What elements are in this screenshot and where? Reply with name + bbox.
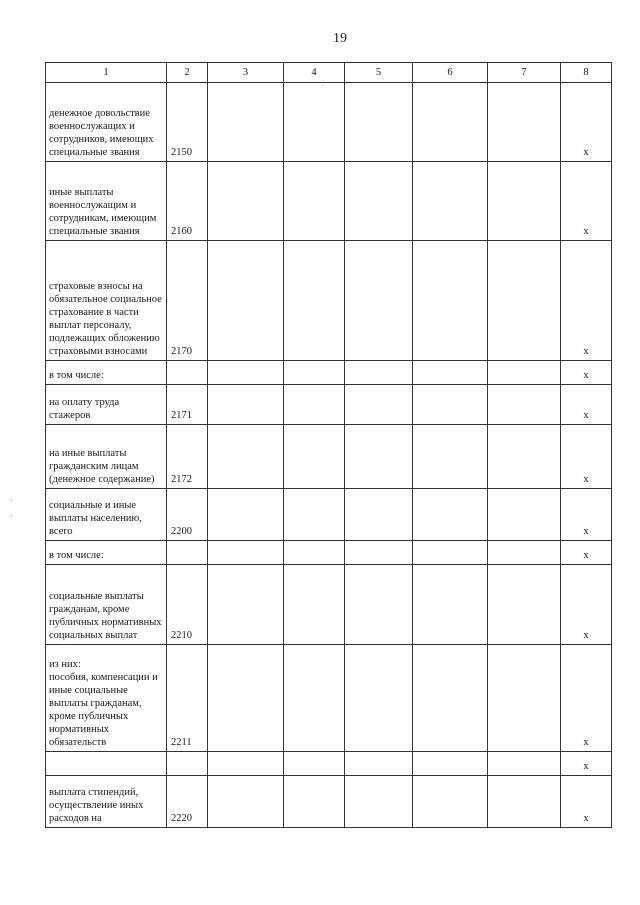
row-value-cell xyxy=(208,489,284,541)
row-code: 2220 xyxy=(167,776,208,828)
row-value-cell xyxy=(284,83,345,162)
page-number: 19 xyxy=(333,31,347,46)
row-value-cell xyxy=(208,541,284,565)
row-value-cell xyxy=(284,541,345,565)
row-value-cell xyxy=(345,385,413,425)
row-indicator-name: из них: пособия, компенсации и иные социальные выплаты гражданам, кроме публичных нормативных обязательств xyxy=(46,645,167,752)
row-mark: x xyxy=(561,162,612,241)
row-value-cell xyxy=(413,83,488,162)
row-value-cell xyxy=(488,385,561,425)
row-indicator-name: на иные выплаты гражданским лицам (денежное содержание) xyxy=(46,425,167,489)
row-indicator-name: денежное довольствие военнослужащих и сотрудников, имеющих специальные звания xyxy=(46,83,167,162)
row-value-cell xyxy=(284,241,345,361)
table-row xyxy=(46,425,612,489)
row-value-cell xyxy=(208,162,284,241)
row-value-cell xyxy=(284,162,345,241)
row-value-cell xyxy=(413,645,488,752)
row-mark: x xyxy=(561,752,612,776)
row-mark: x xyxy=(561,565,612,645)
table-row xyxy=(46,752,612,776)
row-code xyxy=(167,361,208,385)
row-value-cell xyxy=(208,645,284,752)
row-mark: x xyxy=(561,425,612,489)
row-code: 2200 xyxy=(167,489,208,541)
row-code: 2210 xyxy=(167,565,208,645)
table-row xyxy=(46,565,612,645)
row-value-cell xyxy=(413,752,488,776)
header-row xyxy=(46,63,612,83)
row-value-cell xyxy=(208,385,284,425)
table-row xyxy=(46,541,612,565)
row-value-cell xyxy=(284,645,345,752)
row-value-cell xyxy=(488,83,561,162)
row-value-cell xyxy=(413,541,488,565)
row-indicator-name: в том числе: xyxy=(46,361,167,385)
row-indicator-name: на оплату труда стажеров xyxy=(46,385,167,425)
row-code: 2160 xyxy=(167,162,208,241)
row-value-cell xyxy=(413,241,488,361)
row-mark: x xyxy=(561,83,612,162)
row-value-cell xyxy=(488,565,561,645)
row-value-cell xyxy=(345,776,413,828)
column-header-2: 2 xyxy=(167,63,208,83)
row-value-cell xyxy=(208,776,284,828)
row-value-cell xyxy=(488,752,561,776)
row-value-cell xyxy=(208,241,284,361)
column-header-1: 1 xyxy=(46,63,167,83)
row-code xyxy=(167,541,208,565)
row-mark: x xyxy=(561,541,612,565)
table-row xyxy=(46,361,612,385)
column-header-5: 5 xyxy=(345,63,413,83)
row-value-cell xyxy=(208,361,284,385)
row-indicator-name: выплата стипендий, осуществление иных расходов на xyxy=(46,776,167,828)
table-row xyxy=(46,162,612,241)
row-value-cell xyxy=(488,241,561,361)
row-indicator-name xyxy=(46,752,167,776)
row-indicator-name: страховые взносы на обязательное социальное страхование в части выплат персоналу, подлежащих обложению страховыми взносами xyxy=(46,241,167,361)
row-value-cell xyxy=(345,425,413,489)
scan-speck xyxy=(322,85,323,86)
row-code: 2171 xyxy=(167,385,208,425)
row-value-cell xyxy=(345,83,413,162)
table-row xyxy=(46,83,612,162)
table-row xyxy=(46,385,612,425)
table-body xyxy=(46,83,612,828)
row-value-cell xyxy=(413,565,488,645)
table-row xyxy=(46,241,612,361)
row-value-cell xyxy=(284,385,345,425)
row-mark: x xyxy=(561,489,612,541)
row-value-cell xyxy=(208,83,284,162)
row-code: 2150 xyxy=(167,83,208,162)
row-value-cell xyxy=(208,752,284,776)
row-value-cell xyxy=(488,162,561,241)
column-header-6: 6 xyxy=(413,63,488,83)
row-mark: x xyxy=(561,385,612,425)
row-value-cell xyxy=(284,565,345,645)
row-value-cell xyxy=(345,361,413,385)
row-indicator-name: иные выплаты военнослужащим и сотрудникам, имеющим специальные звания xyxy=(46,162,167,241)
row-mark: x xyxy=(561,241,612,361)
row-value-cell xyxy=(208,565,284,645)
row-indicator-name: социальные и иные выплаты населению, всего xyxy=(46,489,167,541)
row-value-cell xyxy=(345,541,413,565)
row-value-cell xyxy=(413,385,488,425)
row-value-cell xyxy=(345,489,413,541)
row-value-cell xyxy=(284,425,345,489)
row-value-cell xyxy=(345,565,413,645)
row-value-cell xyxy=(488,489,561,541)
row-value-cell xyxy=(413,776,488,828)
table-row xyxy=(46,645,612,752)
row-value-cell xyxy=(413,162,488,241)
row-value-cell xyxy=(208,425,284,489)
row-value-cell xyxy=(345,162,413,241)
row-value-cell xyxy=(284,752,345,776)
row-value-cell xyxy=(345,752,413,776)
row-mark: x xyxy=(561,776,612,828)
column-header-3: 3 xyxy=(208,63,284,83)
row-value-cell xyxy=(488,361,561,385)
row-mark: x xyxy=(561,361,612,385)
column-header-7: 7 xyxy=(488,63,561,83)
row-value-cell xyxy=(488,541,561,565)
report-table xyxy=(45,62,612,828)
row-value-cell xyxy=(488,645,561,752)
row-value-cell xyxy=(345,241,413,361)
row-value-cell xyxy=(284,776,345,828)
row-value-cell xyxy=(413,361,488,385)
row-indicator-name: социальные выплаты гражданам, кроме публичных нормативных социальных выплат xyxy=(46,565,167,645)
row-code: 2172 xyxy=(167,425,208,489)
table-row xyxy=(46,489,612,541)
table-row xyxy=(46,776,612,828)
column-header-4: 4 xyxy=(284,63,345,83)
scan-speck xyxy=(11,500,12,501)
row-value-cell xyxy=(284,489,345,541)
row-code: 2170 xyxy=(167,241,208,361)
row-value-cell xyxy=(413,489,488,541)
row-value-cell xyxy=(345,645,413,752)
row-value-cell xyxy=(488,425,561,489)
row-code xyxy=(167,752,208,776)
scan-speck xyxy=(11,515,12,516)
row-mark: x xyxy=(561,645,612,752)
row-value-cell xyxy=(488,776,561,828)
row-value-cell xyxy=(284,361,345,385)
row-indicator-name: в том числе: xyxy=(46,541,167,565)
row-code: 2211 xyxy=(167,645,208,752)
column-header-8: 8 xyxy=(561,63,612,83)
row-value-cell xyxy=(413,425,488,489)
